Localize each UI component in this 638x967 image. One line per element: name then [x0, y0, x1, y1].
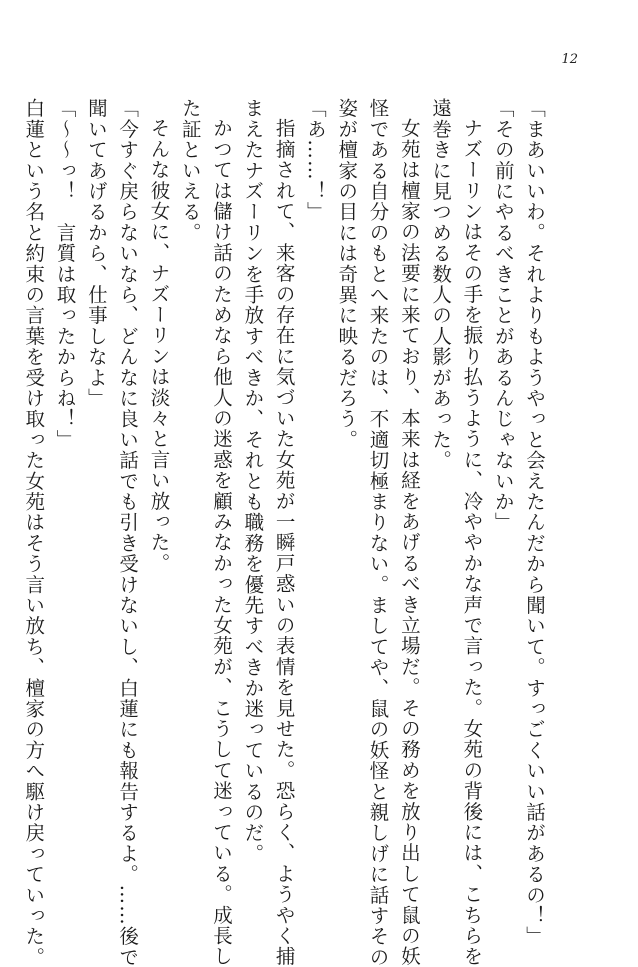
text-line: 怪である自分のもとへ来たのは、不適切極まりない。ましてや、鼠の妖怪と親しげに話すその: [366, 98, 390, 967]
text-line: まえたナズーリンを手放すべきか、それとも職務を優先すべきか迷っているのだ。: [241, 98, 265, 864]
text-line: かつては儲け話のためなら他人の迷惑を顧みなかった女苑が、こうして迷っている。成長し: [210, 117, 234, 967]
text-line: た証といえる。: [178, 98, 202, 243]
text-line: そんな彼女に、ナズーリンは淡々と言い放った。: [147, 117, 171, 573]
text-line: 「今すぐ戻らないなら、どんなに良い話でも引き受けないし、白蓮にも報告するよ。……後で: [116, 98, 140, 967]
text-line: 「あ……！」: [303, 98, 327, 223]
text-line: 遠巻きに見つめる数人の人影があった。: [429, 98, 453, 471]
text-line: 白蓮という名と約束の言葉を受け取った女苑はそう言い放ち、檀家の方へ駆け戻っていった。: [22, 98, 46, 967]
text-line: ナズーリンはその手を振り払うように、冷ややかな声で言った。女苑の背後には、こちらを: [460, 117, 484, 967]
novel-text: [18, 98, 550, 967]
text-line: 聞いてあげるから、仕事しなよ」: [84, 98, 108, 409]
text-line: 姿が檀家の目には奇異に映るだろう。: [335, 98, 359, 450]
text-line: 「その前にやるべきことがあるんじゃないか」: [491, 98, 515, 533]
text-line: 指摘されて、来客の存在に気づいた女苑が一瞬戸惑いの表情を見せた。恐らく、ようやく捕: [272, 117, 296, 967]
text-line: 「まあいいわ。それよりもようやっと会えたんだから聞いて。すっごくいい話があるの！」: [523, 98, 546, 947]
page-number: 12: [561, 52, 578, 67]
text-line: 「～～っ！ 言質は取ったからね！」: [53, 98, 77, 450]
text-line: 女苑は檀家の法要に来ており、本来は経をあげるべき立場だ。その務めを放り出して鼠の妖: [397, 117, 421, 967]
